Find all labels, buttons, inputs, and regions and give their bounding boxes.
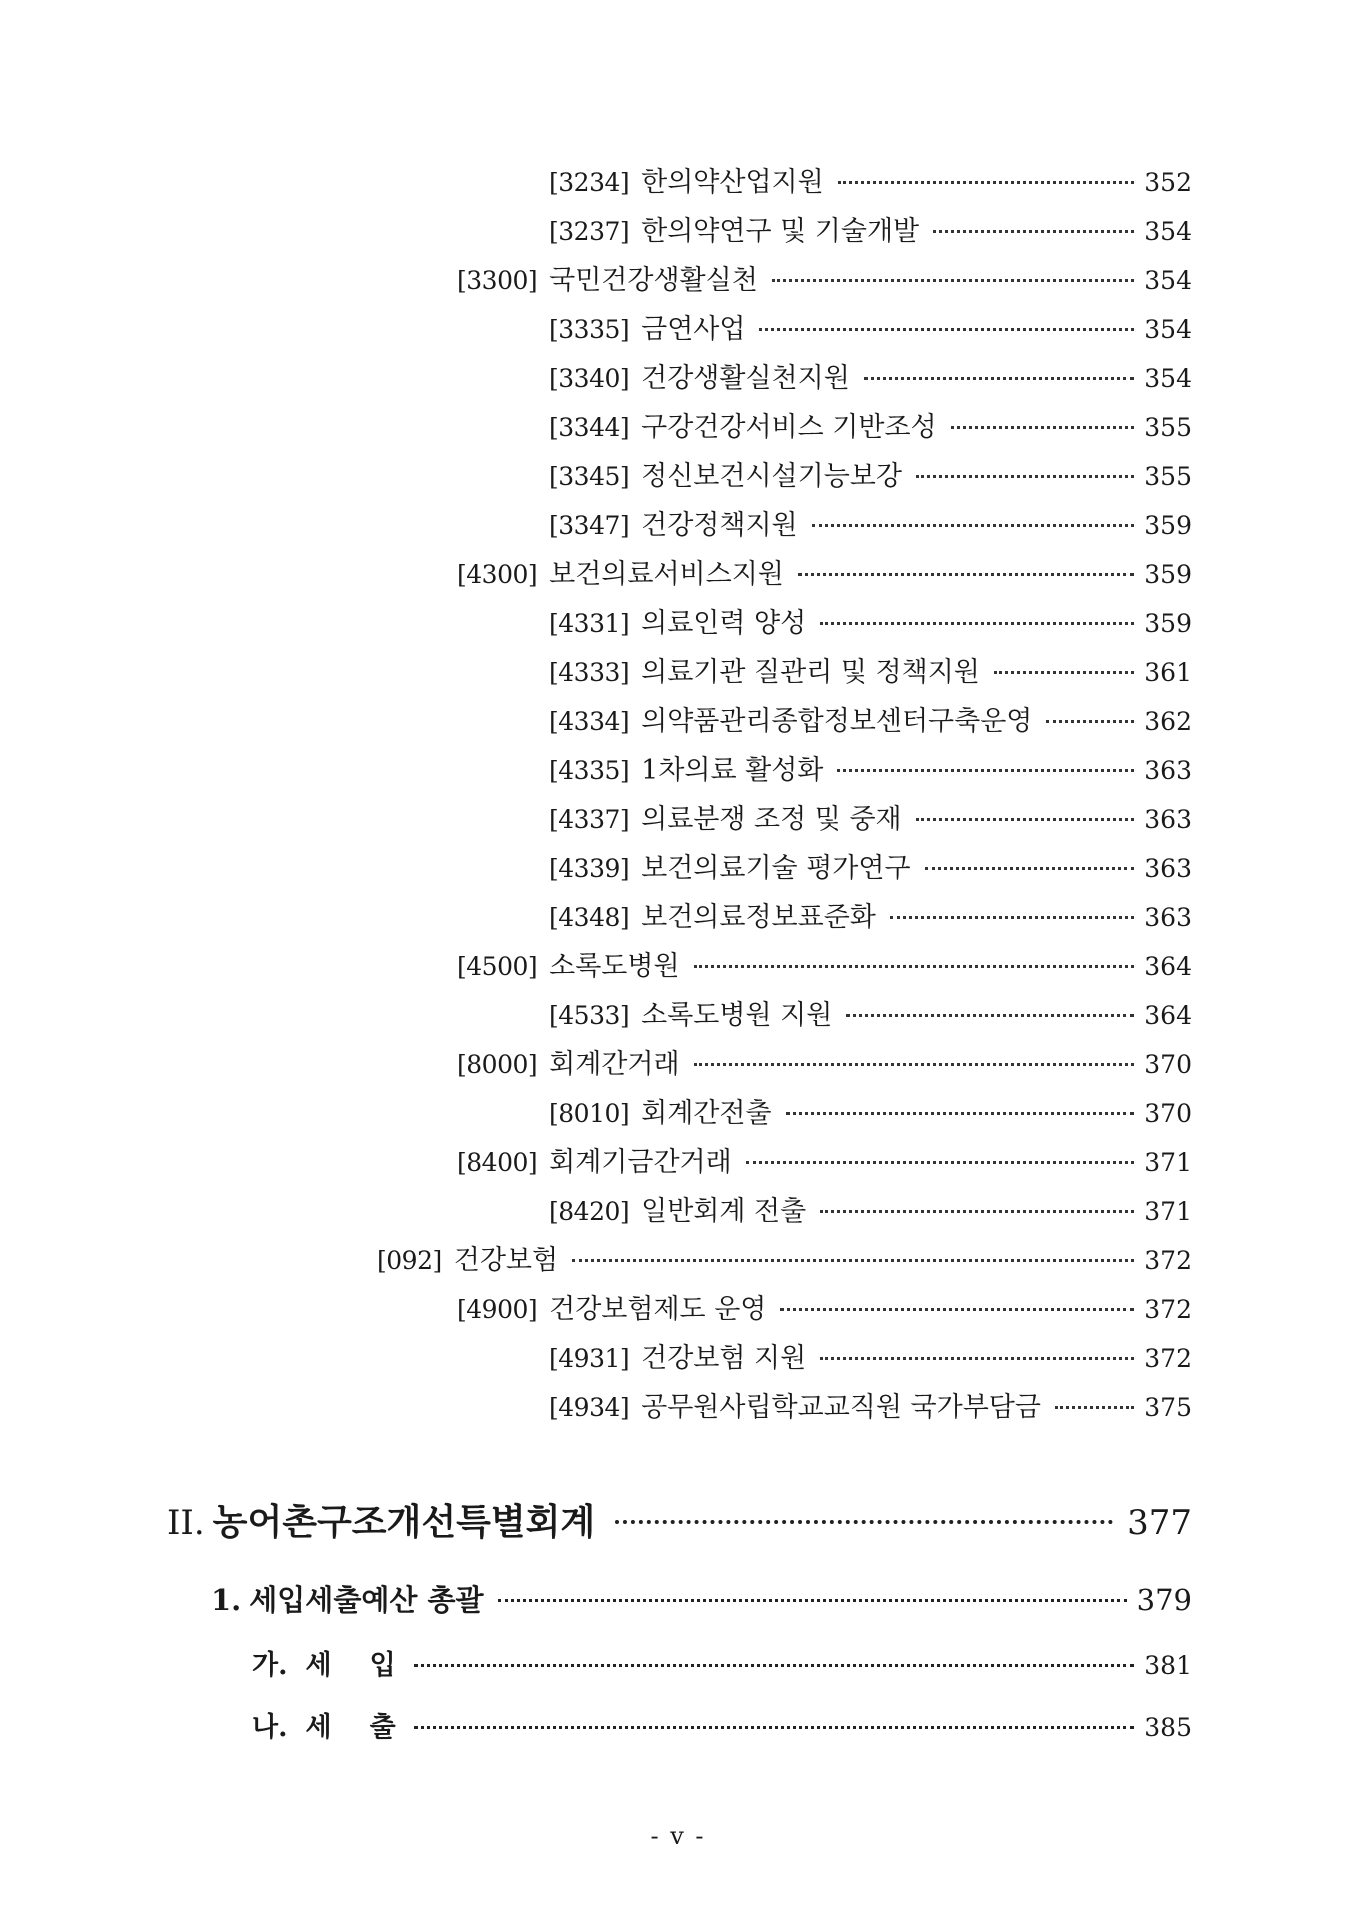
entry-page: 364 [1144,1001,1192,1030]
toc-subsection[interactable] [252,1705,1192,1749]
subsection-page: 381 [1144,1651,1192,1680]
entry-code: [4931] [549,1344,630,1373]
toc-entry[interactable] [549,601,1192,641]
entry-code: [4333] [549,658,630,687]
section-page: 377 [1127,1503,1192,1543]
dot-leader [916,818,1135,821]
toc-entry[interactable] [549,699,1192,739]
entry-title: 의약품관리종합정보센터구축운영 [641,706,1033,737]
toc-section[interactable] [211,1578,1192,1624]
section-title: 농어촌구조개선특별회계 [212,1501,596,1543]
entry-title: 회계간거래 [549,1049,680,1080]
entry-title: 1차의료 활성화 [641,755,824,786]
entry-page: 372 [1144,1246,1192,1275]
entry-page: 375 [1144,1393,1192,1422]
toc-entry[interactable] [457,1042,1192,1082]
dot-leader [1046,720,1134,723]
entry-page: 359 [1144,609,1192,638]
entry-page: 364 [1144,952,1192,981]
entry-code: [4337] [549,805,630,834]
entry-page: 372 [1144,1295,1192,1324]
page-number-footer: - v - [650,1822,706,1850]
toc-entry[interactable] [549,1385,1192,1425]
section-title: 세입세출예산 총괄 [249,1583,484,1617]
dot-leader [746,1161,1135,1164]
entry-code: [8400] [457,1148,538,1177]
entry-title: 건강보험 [453,1245,559,1276]
section-number: II. [167,1503,205,1543]
dot-leader [772,279,1134,282]
entry-code: [4500] [457,952,538,981]
entry-title: 한의약연구 및 기술개발 [641,216,920,247]
subsection-title: 세입 [305,1650,434,1681]
entry-title: 정신보건시설기능보강 [641,461,902,492]
entry-code: [3300] [457,266,538,295]
dot-leader [820,622,1134,625]
toc-entry[interactable] [549,1189,1192,1229]
entry-title: 건강보험제도 운영 [549,1294,767,1325]
dot-leader [798,573,1134,576]
entry-page: 355 [1144,462,1192,491]
entry-code: [3344] [549,413,630,442]
entry-page: 352 [1144,168,1192,197]
dot-leader [812,524,1135,527]
entry-page: 363 [1144,854,1192,883]
entry-code: [4335] [549,756,630,785]
dot-leader [951,426,1135,429]
entry-code: [8000] [457,1050,538,1079]
toc-entry[interactable] [457,1140,1192,1180]
dot-leader [820,1210,1134,1213]
toc-entry[interactable] [549,1091,1192,1131]
dot-leader [786,1112,1135,1115]
dot-leader [694,965,1135,968]
entry-title: 국민건강생활실천 [549,265,758,296]
entry-title: 회계간전출 [641,1098,772,1129]
entry-code: [4533] [549,1001,630,1030]
subsection-number: 가. [252,1650,288,1681]
entry-page: 362 [1144,707,1192,736]
dot-leader [694,1063,1135,1066]
dot-leader [759,328,1134,331]
toc-entry[interactable] [549,405,1192,445]
entry-code: [3335] [549,315,630,344]
dot-leader [820,1357,1134,1360]
entry-code: [4331] [549,609,630,638]
entry-page: 363 [1144,903,1192,932]
subsection-page: 385 [1144,1713,1192,1742]
entry-code: [4334] [549,707,630,736]
toc-entry[interactable] [549,307,1192,347]
entry-page: 361 [1144,658,1192,687]
entry-code: [4900] [457,1295,538,1324]
entry-code: [4300] [457,560,538,589]
entry-title: 건강생활실천지원 [641,363,850,394]
entry-title: 소록도병원 [549,951,680,982]
entry-title: 공무원사립학교교직원 국가부담금 [641,1392,1041,1423]
entry-title: 금연사업 [641,314,746,345]
subsection-title: 세출 [305,1712,434,1743]
entry-page: 354 [1144,364,1192,393]
toc-entry[interactable] [549,895,1192,935]
entry-page: 371 [1144,1197,1192,1226]
dot-leader [916,475,1134,478]
toc-entry[interactable] [549,993,1192,1033]
dot-leader [1055,1406,1134,1409]
entry-page: 370 [1144,1099,1192,1128]
entry-title: 회계기금간거래 [549,1147,732,1178]
entry-title: 보건의료서비스지원 [549,559,784,590]
toc-subsection[interactable] [252,1643,1192,1687]
dot-leader [615,1520,1113,1524]
entry-title: 의료분쟁 조정 및 중재 [641,804,902,835]
section-number: 1. [211,1583,242,1617]
entry-title: 보건의료기술 평가연구 [641,853,911,884]
toc-entry[interactable] [549,1336,1192,1376]
dot-leader [572,1259,1134,1262]
entry-code: [8420] [549,1197,630,1226]
entry-title: 건강정책지원 [641,510,798,541]
entry-code: [8010] [549,1099,630,1128]
dot-leader [933,230,1134,233]
dot-leader [864,377,1134,380]
entry-page: 363 [1144,756,1192,785]
dot-leader [838,181,1135,184]
toc-entry[interactable] [549,503,1192,543]
entry-title: 의료기관 질관리 및 정책지원 [641,657,980,688]
dot-leader [498,1599,1127,1602]
dot-leader [837,769,1134,772]
entry-title: 소록도병원 지원 [641,1000,833,1031]
entry-code: [3237] [549,217,630,246]
toc-section-major[interactable] [167,1494,1192,1550]
dot-leader [925,867,1135,870]
entry-title: 구강건강서비스 기반조성 [641,412,937,443]
entry-page: 371 [1144,1148,1192,1177]
toc-entry[interactable] [549,846,1192,886]
dot-leader [780,1308,1134,1311]
entry-code: [4339] [549,854,630,883]
entry-code: [3234] [549,168,630,197]
entry-page: 372 [1144,1344,1192,1373]
entry-page: 363 [1144,805,1192,834]
toc-entry[interactable] [549,209,1192,249]
subsection-number: 나. [252,1712,288,1743]
toc-entry[interactable] [457,552,1192,592]
section-page: 379 [1136,1583,1192,1617]
entry-code: [092] [377,1246,442,1275]
entry-title: 한의약산업지원 [641,167,824,198]
entry-page: 354 [1144,266,1192,295]
entry-title: 보건의료정보표준화 [641,902,876,933]
toc-entry[interactable] [549,356,1192,396]
dot-leader [994,671,1134,674]
entry-title: 일반회계 전출 [641,1196,807,1227]
entry-code: [4348] [549,903,630,932]
entry-page: 354 [1144,315,1192,344]
dot-leader [414,1664,1135,1667]
toc-entry[interactable] [457,1287,1192,1327]
entry-code: [3345] [549,462,630,491]
entry-title: 의료인력 양성 [641,608,807,639]
entry-page: 354 [1144,217,1192,246]
entry-code: [4934] [549,1393,630,1422]
toc-entry[interactable] [549,650,1192,690]
entry-page: 355 [1144,413,1192,442]
entry-code: [3347] [549,511,630,540]
dot-leader [890,916,1134,919]
toc-entry[interactable] [457,258,1192,298]
dot-leader [414,1726,1135,1729]
entry-code: [3340] [549,364,630,393]
entry-page: 359 [1144,560,1192,589]
entry-page: 359 [1144,511,1192,540]
entry-page: 370 [1144,1050,1192,1079]
dot-leader [846,1014,1134,1017]
toc-entry[interactable] [377,1238,1192,1278]
toc-entry[interactable] [549,454,1192,494]
toc-entry[interactable] [549,160,1192,200]
toc-entry[interactable] [549,797,1192,837]
toc-entry[interactable] [457,944,1192,984]
toc-entry[interactable] [549,748,1192,788]
entry-title: 건강보험 지원 [641,1343,807,1374]
